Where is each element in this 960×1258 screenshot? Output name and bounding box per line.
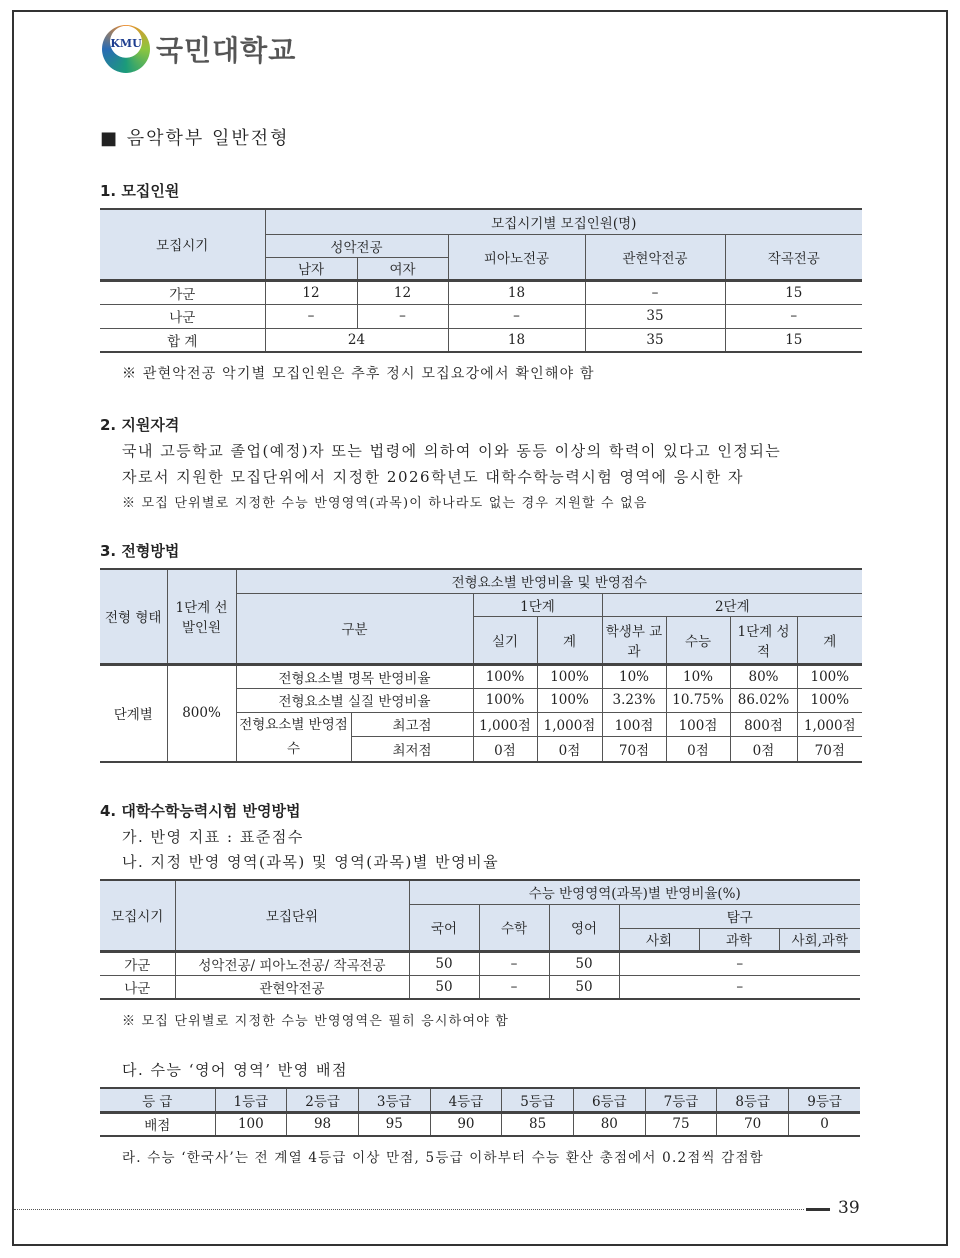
cell-first: 800% xyxy=(167,664,236,762)
cell: 100점 xyxy=(666,712,730,737)
grade-cell: 8등급 xyxy=(717,1088,789,1112)
cell: 18 xyxy=(448,280,585,304)
score-cell: 0 xyxy=(789,1112,861,1136)
cell: 50 xyxy=(549,951,619,975)
header-group: 모집시기별 모집인원(명) xyxy=(265,209,862,234)
header-record: 학생부 교과 xyxy=(602,616,666,664)
cell: – xyxy=(357,304,448,328)
header-stage1: 1단계 xyxy=(473,593,602,616)
item-a: 가. 반영 지표 : 표준점수 xyxy=(122,828,304,846)
english-grade-table xyxy=(100,1087,860,1137)
cell: 18 xyxy=(448,328,585,352)
grade-cell: 6등급 xyxy=(573,1088,645,1112)
cell: 24 xyxy=(265,328,448,352)
score-cell: 98 xyxy=(287,1112,359,1136)
header-sum2: 계 xyxy=(797,616,862,664)
header-inquiry: 탐구 xyxy=(619,904,860,928)
header-stage2: 2단계 xyxy=(602,593,862,616)
header-unit: 모집단위 xyxy=(175,880,409,951)
header-english: 영어 xyxy=(549,904,619,951)
header-type: 전형 형태 xyxy=(100,569,167,664)
header-grade: 등 급 xyxy=(100,1088,215,1112)
header-period: 모집시기 xyxy=(100,880,175,951)
cell: – xyxy=(479,951,549,975)
cell: 35 xyxy=(585,328,725,352)
grade-cell: 2등급 xyxy=(287,1088,359,1112)
footer-dotted-line xyxy=(14,1209,804,1210)
cell: 100% xyxy=(797,664,862,688)
header-both: 사회,과학 xyxy=(779,928,860,951)
header-orch: 관현악전공 xyxy=(585,234,725,280)
grade-cell: 9등급 xyxy=(789,1088,861,1112)
cell: 10.75% xyxy=(666,688,730,712)
cell: – xyxy=(619,975,860,999)
cell: 70점 xyxy=(602,737,666,762)
header-sum: 계 xyxy=(537,616,602,664)
section-1-note: ※ 관현악전공 악기별 모집인원은 추후 정시 모집요강에서 확인해야 함 xyxy=(122,366,595,382)
cell: 가군 xyxy=(100,280,265,304)
cell: 최고점 xyxy=(351,712,473,737)
cell: 12 xyxy=(357,280,448,304)
section-2-note: ※ 모집 단위별로 지정한 수능 반영영역(과목)이 하나라도 없는 경우 지원할 수 없음 xyxy=(122,496,648,511)
cell: 12 xyxy=(265,280,357,304)
section-1-heading: 1. 모집인원 xyxy=(100,182,180,200)
cell: 1,000점 xyxy=(473,712,537,737)
cell: 성악전공/ 피아노전공/ 작곡전공 xyxy=(175,951,409,975)
header-first: 1단계 선발인원 xyxy=(167,569,236,664)
header-social: 사회 xyxy=(619,928,699,951)
item-c: 다. 수능 ‘영어 영역’ 반영 배점 xyxy=(122,1061,349,1079)
cell: 100% xyxy=(473,688,537,712)
cell: 1,000점 xyxy=(537,712,602,737)
cell: 전형요소별 명목 반영비율 xyxy=(236,664,473,688)
cell: 1,000점 xyxy=(797,712,862,737)
cell: 50 xyxy=(409,975,479,999)
cell: – xyxy=(585,280,725,304)
cell: 3.23% xyxy=(602,688,666,712)
logo-mark-text: KMU xyxy=(110,37,142,50)
score-cell: 75 xyxy=(645,1112,717,1136)
cell: 관현악전공 xyxy=(175,975,409,999)
cell: 가군 xyxy=(100,951,175,975)
header-piano: 피아노전공 xyxy=(448,234,585,280)
header-female: 여자 xyxy=(357,257,448,280)
score-cell: 95 xyxy=(358,1112,430,1136)
cell: 10% xyxy=(602,664,666,688)
cell: 35 xyxy=(585,304,725,328)
header-vocal: 성악전공 xyxy=(265,234,448,257)
grade-cell: 4등급 xyxy=(430,1088,502,1112)
eligibility-line-2: 자로서 지원한 모집단위에서 지정한 2026학년도 대학수학능력시험 영역에 응시한 자 xyxy=(122,468,744,486)
header-comp: 작곡전공 xyxy=(725,234,862,280)
cell: 나군 xyxy=(100,304,265,328)
footer-bar xyxy=(806,1208,830,1211)
score-cell: 85 xyxy=(502,1112,574,1136)
header-male: 남자 xyxy=(265,257,357,280)
table-row xyxy=(100,280,862,304)
cell: – xyxy=(479,975,549,999)
cell: 70점 xyxy=(797,737,862,762)
cell: 100점 xyxy=(602,712,666,737)
grade-cell: 5등급 xyxy=(502,1088,574,1112)
score-cell: 90 xyxy=(430,1112,502,1136)
header-category: 구분 xyxy=(236,593,473,664)
cell: 100% xyxy=(797,688,862,712)
eligibility-line-1: 국내 고등학교 졸업(예정)자 또는 법령에 의하여 이와 동등 이상의 학력이 있다고 인정되는 xyxy=(122,442,782,460)
cell: 15 xyxy=(725,280,862,304)
page-number: 39 xyxy=(838,1198,860,1218)
cell: 50 xyxy=(409,951,479,975)
score-cell: 100 xyxy=(215,1112,287,1136)
header-group: 수능 반영영역(과목)별 반영비율(%) xyxy=(409,880,860,904)
header-period: 모집시기 xyxy=(100,209,265,280)
selection-method-table xyxy=(100,568,862,763)
cell: 100% xyxy=(537,688,602,712)
section-4-heading: 4. 대학수학능력시험 반영방법 xyxy=(100,802,301,820)
cell: 합 계 xyxy=(100,328,265,352)
cell: 0점 xyxy=(473,737,537,762)
header-practical: 실기 xyxy=(473,616,537,664)
grade-cell: 3등급 xyxy=(358,1088,430,1112)
score-label: 배점 xyxy=(100,1112,215,1136)
header-science: 과학 xyxy=(699,928,779,951)
csat-ratio-table xyxy=(100,879,860,1000)
header-korean: 국어 xyxy=(409,904,479,951)
cell: 15 xyxy=(725,328,862,352)
section-4-note: ※ 모집 단위별로 지정한 수능 반영영역은 필히 응시하여야 함 xyxy=(122,1014,510,1029)
cell: – xyxy=(448,304,585,328)
cell: 전형요소별 반영점수 xyxy=(236,712,351,762)
cell: 10% xyxy=(666,664,730,688)
logo-name: 국민대학교 xyxy=(156,34,297,67)
cell: 0점 xyxy=(730,737,797,762)
cell: – xyxy=(725,304,862,328)
university-logo xyxy=(102,25,296,73)
cell: 100% xyxy=(537,664,602,688)
header-s1score: 1단계 성적 xyxy=(730,616,797,664)
item-d: 라. 수능 ‘한국사’는 전 계열 4등급 이상 만점, 5등급 이하부터 수능 환산 총점에서 0.2점씩 감점함 xyxy=(122,1150,764,1166)
grade-cell: 1등급 xyxy=(215,1088,287,1112)
cell: – xyxy=(265,304,357,328)
cell: 최저점 xyxy=(351,737,473,762)
cell-type: 단계별 xyxy=(100,664,167,762)
score-cell: 70 xyxy=(717,1112,789,1136)
cell: 800점 xyxy=(730,712,797,737)
cell: 0점 xyxy=(666,737,730,762)
total-row xyxy=(100,328,862,352)
section-3-heading: 3. 전형방법 xyxy=(100,542,180,560)
cell: 0점 xyxy=(537,737,602,762)
header-csat: 수능 xyxy=(666,616,730,664)
grade-cell: 7등급 xyxy=(645,1088,717,1112)
table-row xyxy=(100,304,862,328)
cell: 50 xyxy=(549,975,619,999)
cell: 나군 xyxy=(100,975,175,999)
cell: – xyxy=(619,951,860,975)
cell: 86.02% xyxy=(730,688,797,712)
header-math: 수학 xyxy=(479,904,549,951)
score-cell: 80 xyxy=(573,1112,645,1136)
item-b: 나. 지정 반영 영역(과목) 및 영역(과목)별 반영비율 xyxy=(122,853,500,871)
cell: 80% xyxy=(730,664,797,688)
page-title: ■ 음악학부 일반전형 xyxy=(100,128,290,149)
recruitment-table xyxy=(100,208,862,353)
section-2-heading: 2. 지원자격 xyxy=(100,416,180,434)
logo-emblem xyxy=(102,25,150,73)
cell: 100% xyxy=(473,664,537,688)
header-group: 전형요소별 반영비율 및 반영점수 xyxy=(236,569,862,593)
cell: 전형요소별 실질 반영비율 xyxy=(236,688,473,712)
